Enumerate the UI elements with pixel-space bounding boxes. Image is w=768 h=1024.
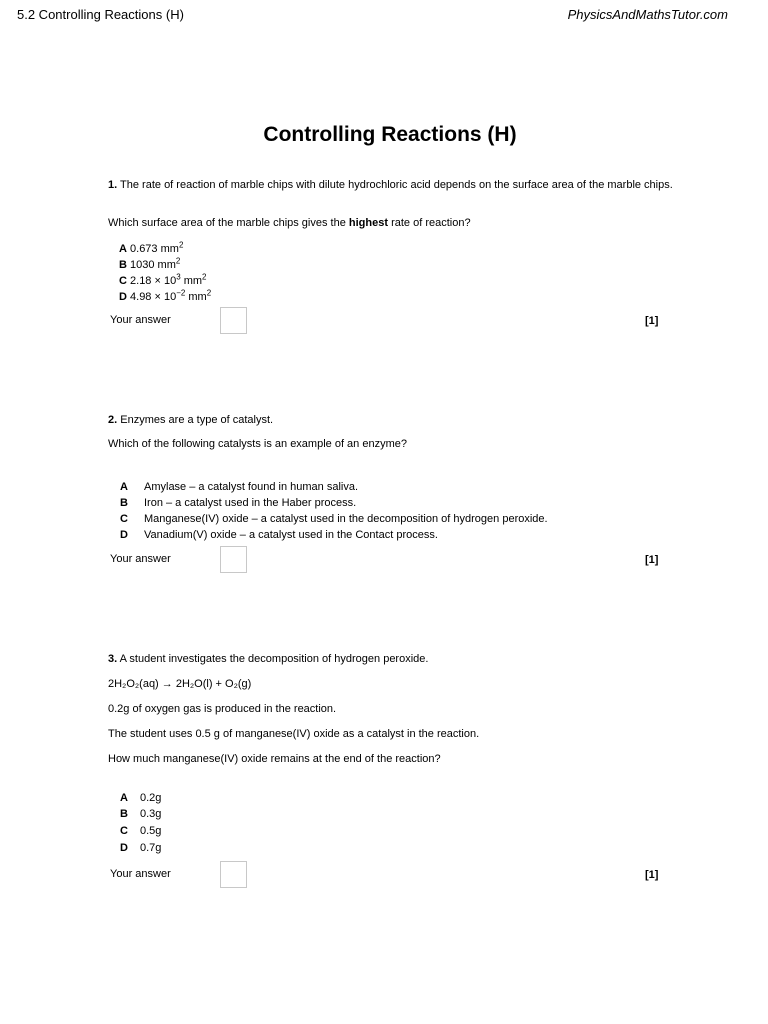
option-text: 0.2g: [140, 792, 162, 804]
q1-text: [108, 179, 680, 191]
q2-option-d: [120, 529, 438, 542]
page-header-topic: 5.2 Controlling Reactions (H): [17, 7, 184, 22]
q1-option-a: [119, 240, 184, 256]
q3-number: 3.: [108, 653, 118, 665]
option-sup: 2: [178, 240, 184, 250]
q3-line2: The student uses 0.5 g of manganese(IV) oxide as a catalyst in the reaction.: [108, 728, 480, 740]
option-text: 2.18 × 10: [130, 275, 177, 287]
option-text: 0.7g: [140, 842, 162, 854]
q2-option-c: [120, 513, 548, 526]
page-header-site: PhysicsAndMathsTutor.com: [567, 7, 728, 22]
option-letter: B: [120, 808, 128, 820]
q1-answer-box[interactable]: [220, 307, 247, 334]
option-letter: A: [119, 243, 127, 255]
option-unit: mm: [188, 291, 207, 303]
q1-option-c: [119, 272, 207, 288]
q1-option-d: [119, 288, 212, 304]
q2-mark: [1]: [645, 554, 659, 566]
q2-answer-box[interactable]: [220, 546, 247, 573]
q3-prompt: How much manganese(IV) oxide remains at the end of the reaction?: [108, 753, 441, 765]
q1-prompt-before: Which surface area of the marble chips gives the: [108, 217, 346, 229]
option-text: Manganese(IV) oxide – a catalyst used in the decomposition of hydrogen peroxide.: [144, 513, 548, 525]
q2-stem: Enzymes are a type of catalyst.: [120, 414, 274, 426]
q3-line1: 0.2g of oxygen gas is produced in the reaction.: [108, 703, 337, 715]
q1-mark: [1]: [645, 315, 659, 327]
q2-option-b: [120, 497, 356, 510]
option-text: Vanadium(V) oxide – a catalyst used in the Contact process.: [144, 529, 438, 541]
q1-answer-label: Your answer: [110, 314, 171, 326]
q3-option-a: [120, 792, 161, 805]
option-letter: B: [119, 259, 127, 271]
option-letter: A: [120, 481, 128, 493]
q1-prompt: [108, 217, 680, 229]
option-letter: C: [119, 275, 127, 287]
option-text: 0.5g: [140, 825, 162, 837]
q2-option-a: [120, 481, 358, 494]
q3-option-d: [120, 842, 161, 855]
q1-stem: The rate of reaction of marble chips with dilute hydrochloric acid depends on the surface area of the marble chips.: [120, 179, 673, 191]
q1-prompt-after: rate of reaction?: [391, 217, 471, 229]
option-text: 1030 mm: [130, 259, 176, 271]
option-sup: 2: [202, 272, 207, 282]
page-title: Controlling Reactions (H): [263, 123, 517, 146]
option-text: Iron – a catalyst used in the Haber process.: [144, 497, 357, 509]
q2-number: 2.: [108, 414, 118, 426]
option-sup: 2: [206, 288, 212, 298]
option-letter: A: [120, 792, 128, 804]
option-exponent: −2: [176, 288, 186, 298]
q3-option-b: [120, 808, 161, 821]
q1-option-b: [119, 256, 181, 272]
q3-answer-box[interactable]: [220, 861, 247, 888]
q1-number: 1.: [108, 179, 118, 191]
q3-text: [108, 653, 680, 665]
q3-equation: 2H₂O₂(aq) → 2H₂O(l) + O₂(g): [108, 678, 252, 690]
q3-answer-label: Your answer: [110, 868, 171, 880]
q3-mark: [1]: [645, 869, 659, 881]
q2-answer-label: Your answer: [110, 553, 171, 565]
option-text: 0.3g: [140, 808, 162, 820]
option-letter: C: [120, 825, 128, 837]
q3-option-c: [120, 825, 161, 838]
option-letter: B: [120, 497, 128, 509]
option-text: 4.98 × 10: [130, 291, 177, 303]
q2-prompt: Which of the following catalysts is an example of an enzyme?: [108, 438, 407, 450]
option-unit: mm: [183, 275, 203, 287]
option-text: 0.673 mm: [130, 243, 179, 255]
q3-stem: A student investigates the decomposition of hydrogen peroxide.: [119, 653, 429, 665]
option-letter: D: [120, 842, 128, 854]
option-exponent: 3: [176, 272, 181, 282]
q2-text: [108, 414, 680, 426]
option-letter: C: [120, 513, 128, 525]
option-letter: D: [120, 529, 128, 541]
option-sup: 2: [175, 256, 181, 266]
option-text: Amylase – a catalyst found in human saliva.: [144, 481, 359, 493]
option-letter: D: [119, 291, 127, 303]
q1-prompt-bold: highest: [348, 217, 389, 229]
